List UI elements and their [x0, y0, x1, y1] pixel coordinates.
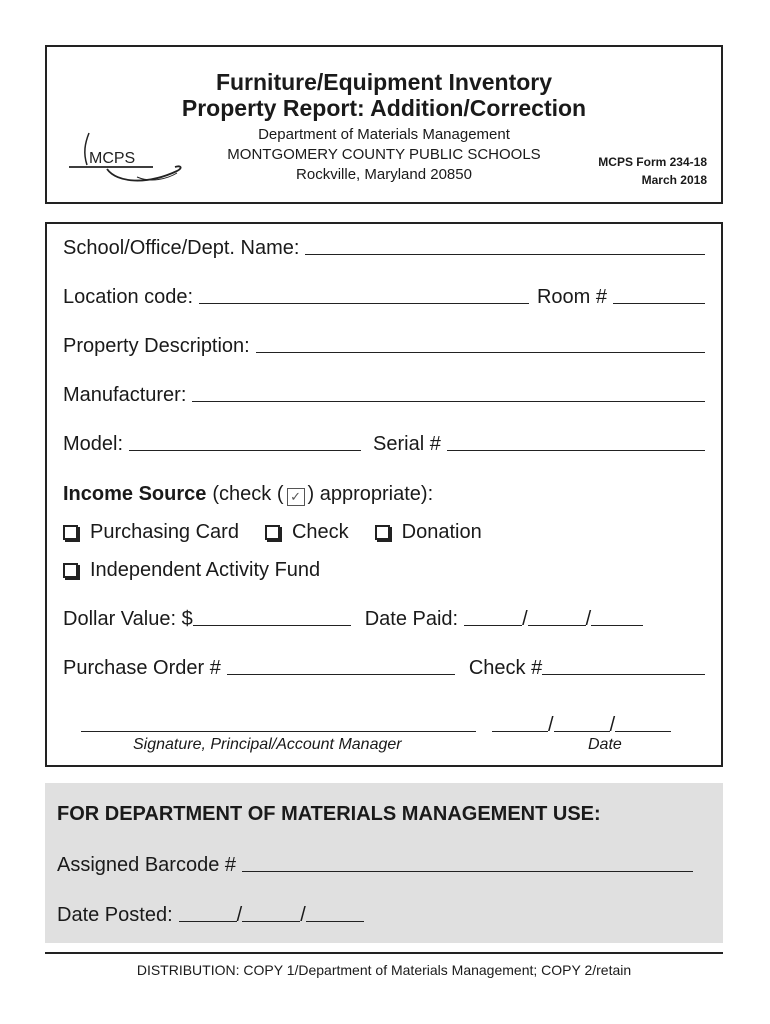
form-body — [45, 222, 723, 767]
check-number-label: Check # — [468, 657, 543, 679]
activity-fund-row — [63, 552, 705, 582]
property-row — [63, 328, 705, 358]
serial-label: Serial # — [373, 433, 441, 455]
department-use-section — [45, 783, 723, 943]
date-paid-day-field[interactable] — [528, 625, 586, 626]
room-label: Room # — [536, 286, 607, 308]
department-name: Department of Materials Management — [258, 126, 510, 143]
school-label: School/Office/Dept. Name: — [63, 237, 300, 259]
date-posted-month-field[interactable] — [179, 921, 237, 922]
signature-row — [81, 707, 687, 737]
location-code-field[interactable] — [199, 303, 529, 304]
divider — [45, 952, 723, 954]
school-name-field[interactable] — [305, 254, 705, 255]
signature-field[interactable] — [81, 731, 476, 732]
date-posted-row — [57, 897, 364, 927]
dollar-value-field[interactable] — [193, 625, 351, 626]
check-checkbox[interactable] — [265, 525, 280, 540]
serial-field[interactable] — [447, 450, 705, 451]
income-instruction-post: ) appropriate): — [307, 483, 434, 505]
property-label: Property Description: — [63, 335, 250, 357]
organization-name: MONTGOMERY COUNTY PUBLIC SCHOOLS — [227, 146, 541, 163]
check-number-field[interactable] — [542, 674, 705, 675]
barcode-label: Assigned Barcode # — [57, 854, 237, 876]
purchase-order-label: Purchase Order # — [63, 657, 221, 679]
purchasing-card-checkbox[interactable] — [63, 525, 78, 540]
date-posted-year-field[interactable] — [306, 921, 364, 922]
date-posted-label: Date Posted: — [57, 904, 173, 926]
mcps-logo — [67, 125, 187, 195]
income-source-title: Income Source — [63, 483, 207, 505]
manufacturer-field[interactable] — [192, 401, 705, 402]
date-caption: Date — [588, 736, 622, 753]
activity-fund-label: Independent Activity Fund — [90, 559, 321, 581]
form-number: MCPS Form 234-18 — [598, 155, 707, 169]
date-separator: / — [609, 714, 616, 736]
date-posted-day-field[interactable] — [242, 921, 300, 922]
date-separator: / — [300, 904, 306, 926]
barcode-field[interactable] — [242, 871, 693, 872]
manufacturer-label: Manufacturer: — [63, 384, 187, 406]
donation-checkbox[interactable] — [375, 525, 390, 540]
purchase-order-field[interactable] — [227, 674, 455, 675]
room-field[interactable] — [613, 303, 705, 304]
barcode-row — [57, 847, 693, 877]
date-separator: / — [522, 608, 528, 630]
income-instruction-pre: (check ( — [212, 483, 284, 505]
form-header — [45, 45, 723, 204]
manufacturer-row — [63, 377, 705, 407]
form-title-line2: Property Report: Addition/Correction — [181, 95, 587, 121]
purchasing-card-label: Purchasing Card — [90, 521, 239, 543]
model-row — [63, 426, 705, 456]
location-row — [63, 279, 705, 309]
dollar-value-label: Dollar Value: $ — [63, 608, 193, 630]
property-description-field[interactable] — [256, 352, 705, 353]
check-option-label: Check — [291, 521, 349, 543]
checkmark-icon: ✓ — [287, 488, 305, 506]
organization-address: Rockville, Maryland 20850 — [296, 166, 472, 183]
date-separator: / — [585, 608, 592, 630]
sign-date-day-field[interactable] — [554, 731, 610, 732]
date-paid-label: Date Paid: — [364, 608, 459, 630]
location-label: Location code: — [63, 286, 194, 308]
school-row — [63, 230, 705, 260]
purchase-order-row — [63, 650, 705, 680]
logo-text: MCPS — [89, 150, 136, 167]
form-date: March 2018 — [641, 173, 707, 187]
signature-caption: Signature, Principal/Account Manager — [133, 736, 402, 753]
date-paid-month-field[interactable] — [464, 625, 522, 626]
model-field[interactable] — [129, 450, 361, 451]
donation-label: Donation — [401, 521, 482, 543]
sign-date-month-field[interactable] — [492, 731, 548, 732]
date-separator: / — [236, 904, 243, 926]
department-use-title: FOR DEPARTMENT OF MATERIALS MANAGEMENT USE: — [57, 803, 601, 825]
dollar-row — [63, 601, 705, 631]
sign-date-year-field[interactable] — [615, 731, 671, 732]
activity-fund-checkbox[interactable] — [63, 563, 78, 578]
date-paid-year-field[interactable] — [591, 625, 643, 626]
income-source-row — [63, 476, 705, 506]
model-label: Model: — [63, 433, 124, 455]
income-options-row — [63, 514, 705, 544]
date-separator: / — [548, 714, 554, 736]
distribution-note: DISTRIBUTION: COPY 1/Department of Materials Management; COPY 2/retain — [136, 962, 632, 978]
form-title-line1: Furniture/Equipment Inventory — [215, 69, 553, 95]
